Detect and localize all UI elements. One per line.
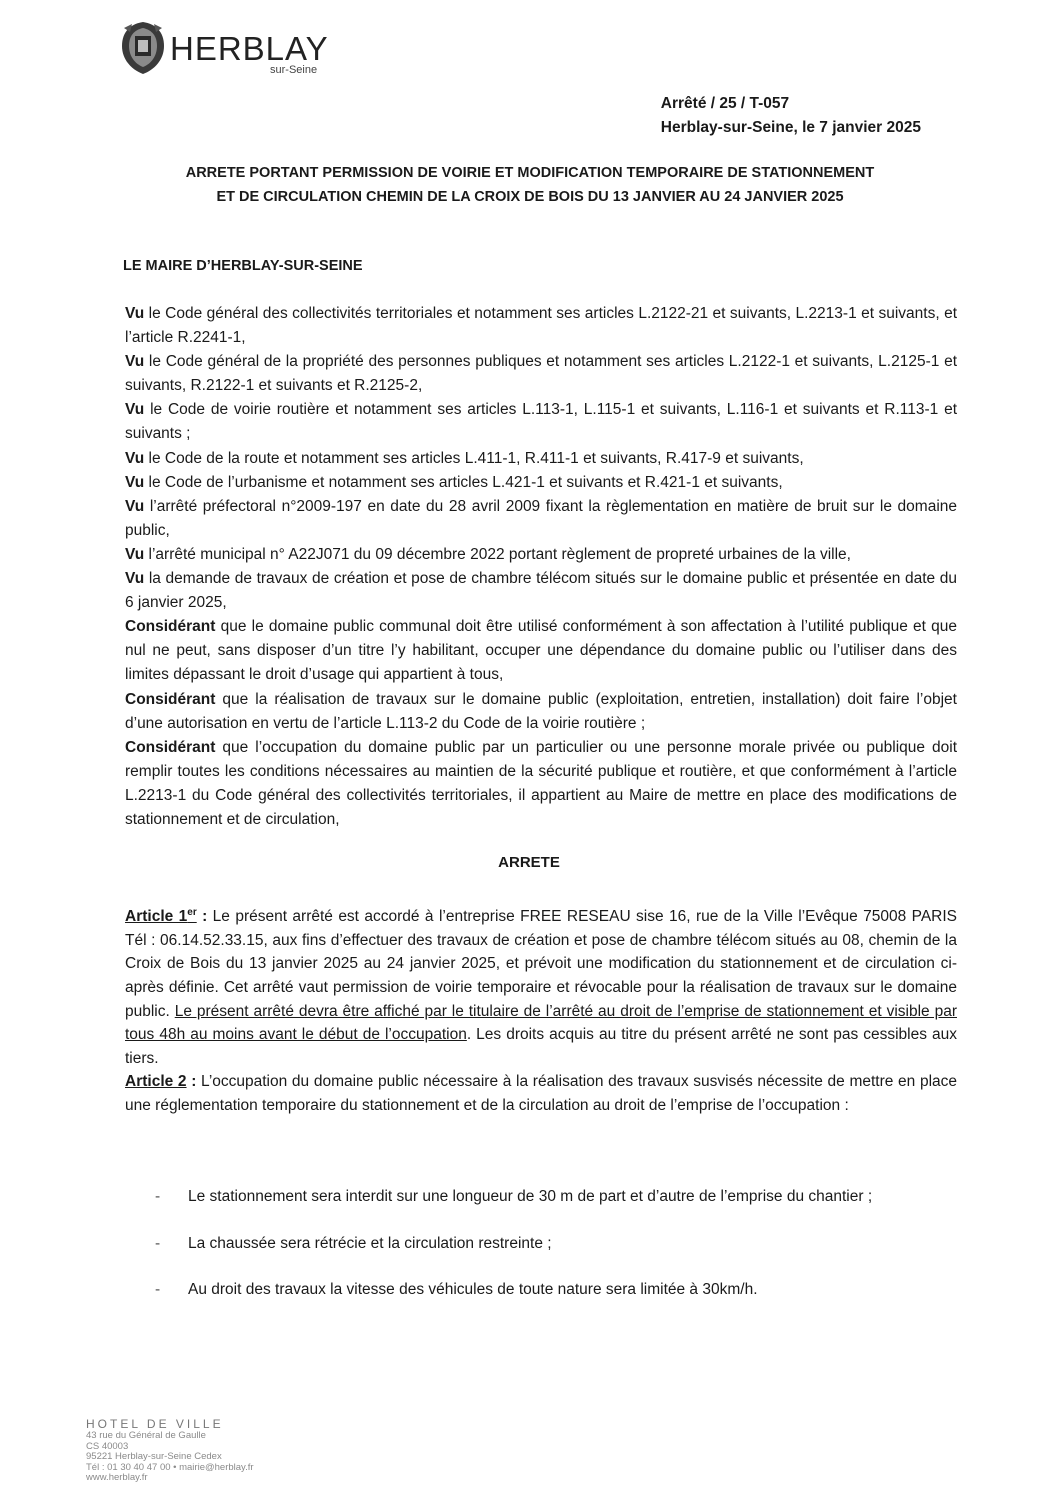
footer-contact: Tél : 01 30 40 47 00 • mairie@herblay.fr [86,1461,254,1473]
consideration-keyword: Vu [125,305,145,322]
article-1-text-end: . Les droits acquis au titre du présent arrêté ne sont pas cessibles aux tiers. [125,1026,957,1067]
footer-website: www.herblay.fr [86,1472,148,1483]
footer-address [86,1418,254,1484]
consideration-keyword: Vu [125,545,145,563]
list-item [155,1185,960,1209]
consideration-item [125,471,957,495]
footer-street: 43 rue du Général de Gaulle [86,1430,206,1441]
consideration-text: l’arrêté municipal n° A22J071 du 09 décembre 2022 portant règlement de propreté urbaines de la ville, [144,545,851,563]
consideration-item [125,495,957,543]
consideration-item [125,398,957,446]
consideration-keyword: Vu [125,401,145,419]
consideration-keyword: Vu [125,473,145,491]
consideration-text: que la réalisation de travaux sur le domaine public (exploitation, entretien, installation) doit faire l’objet d’une autorisation en vertu de l’article L.113-2 du Code de la voirie routière ; [125,690,957,732]
mayor-heading: LE MAIRE D’HERBLAY-SUR-SEINE [123,258,363,274]
consideration-text: le Code général des collectivités territoriales et notamment ses articles L.2122-21 et suivants, L.2213-1 et suivants, et l’article R.2241-1, [125,305,957,347]
consideration-keyword: Vu [125,353,145,371]
article-1-superscript: er [187,907,197,918]
consideration-item [125,543,957,567]
article-1-label: Article 1er [125,907,197,926]
list-item-text: Le stationnement sera interdit sur une longueur de 30 m de part et d’autre de l’emprise du chantier ; [188,1188,873,1205]
measures-list [155,1185,960,1325]
consideration-item [125,567,957,615]
consideration-text: le Code de voirie routière et notamment ses articles L.113-1, L.115-1 et suivants, L.116-1 et suivants et R.113-1 et suivants ; [125,401,957,443]
consideration-text: le Code général de la propriété des personnes publiques et notamment ses articles L.2122-1 et suivants, L.2125-1 et suivants, R.2122-1 et suivants et R.2125-2, [125,353,957,395]
footer-title: HOTEL DE VILLE [86,1417,224,1431]
article-1-posting-notice: Le présent arrêté devra être affiché par le titulaire de l’arrêté au droit de l’emprise de stationnement et visible par tous 48h au moins avant le début de l’occupation [125,1002,957,1044]
document-reference [661,92,921,140]
article-2-text: L’occupation du domaine public nécessaire à la réalisation des travaux susvisés nécessite de mettre en place une réglementation temporaire du stationnement et de la circulation au droit de l’emprise de l’occupation : [125,1073,958,1114]
consideration-keyword: Considérant [125,690,216,708]
document-title [100,161,960,209]
article-1-separator: : [196,908,208,926]
reference-number: Arrêté / 25 / T-057 [660,95,790,112]
consideration-item [125,350,957,398]
consideration-item [125,736,957,832]
list-dash: - [155,1234,161,1252]
consideration-keyword: Vu [125,449,145,467]
consideration-keyword: Vu [125,570,145,588]
list-item-text: Au droit des travaux la vitesse des véhicules de toute nature sera limitée à 30km/h. [188,1281,758,1299]
city-logo [118,20,348,76]
consideration-item [125,688,957,736]
articles [125,901,957,1118]
list-item [155,1232,960,1256]
consideration-keyword: Vu [125,497,145,515]
article-2 [125,1070,957,1117]
consideration-item [125,447,957,471]
brand-name: HERBLAY [170,30,329,67]
city-crest-icon [118,20,168,76]
consideration-text: que le domaine public communal doit être utilisé conformément à son affectation à l’utilité publique et que nul ne peut, sans disposer d’un titre l’y habilitant, occuper une dépendance du domaine public ou l’utiliser dans des limites dépassant le droit d’usage qui appartient à tous, [125,618,957,684]
title-line-2: ET DE CIRCULATION CHEMIN DE LA CROIX DE BOIS DU 13 JANVIER AU 24 JANVIER 2025 [216,189,844,205]
article-1 [125,901,957,1070]
consideration-item [125,615,957,687]
consideration-text: le Code de l’urbanisme et notamment ses articles L.421-1 et suivants et R.421-1 et suivants, [144,473,783,491]
title-line-1: ARRETE PORTANT PERMISSION DE VOIRIE ET MODIFICATION TEMPORAIRE DE STATIONNEMENT [185,165,875,181]
list-item [155,1278,960,1302]
list-dash: - [155,1281,161,1299]
article-2-label: Article 2 [125,1073,187,1091]
consideration-keyword: Considérant [125,618,216,636]
consideration-text: la demande de travaux de création et pose de chambre télécom situés sur le domaine public et présentée en date du 6 janvier 2025, [125,570,957,612]
footer-city: 95221 Herblay-sur-Seine Cedex [86,1451,222,1462]
article-2-separator: : [186,1073,197,1091]
article-1-text: Le présent arrêté est accordé à l’entreprise FREE RESEAU sise 16, rue de la Ville l’Evêque 75008 PARIS Tél : 06.14.52.33.15, aux fins d’effectuer des travaux de création et pose de chambre télécom situés au 08, chemin de la Croix de Bois du 13 janvier 2025 au 24 janvier 2025, et prévoit une modification du stationnement et de circulation ci-après définie. Cet arrêté vaut permission de voirie temporaire et révocable pour la réalisation de travaux sur le domaine public. [125,908,957,1020]
consideration-item [125,302,957,350]
list-dash: - [155,1188,161,1205]
list-item-text: La chaussée sera rétrécie et la circulation restreinte ; [188,1234,552,1252]
brand-subtitle: sur-Seine [270,64,318,76]
consideration-text: l’arrêté préfectoral n°2009-197 en date du 28 avril 2009 fixant la règlementation en matière de bruit sur le domaine public, [125,497,957,539]
arrete-heading: ARRETE [498,854,560,871]
considerations [125,302,957,832]
consideration-text: le Code de la route et notamment ses articles L.411-1, R.411-1 et suivants, R.417-9 et suivants, [144,449,804,467]
consideration-keyword: Considérant [125,738,216,756]
footer-cs: CS 40003 [86,1440,129,1452]
consideration-text: que l’occupation du domaine public par un particulier ou une personne morale privée ou publique doit remplir toutes les conditions nécessaires au maintien de la sécurité publique et routière, et que conformément à l’article L.2213-1 du Code général des collectivités territoriales, il appartient au Maire de mettre en place des modifications de stationnement et de circulation, [125,738,957,828]
place-and-date: Herblay-sur-Seine, le 7 janvier 2025 [660,119,921,136]
